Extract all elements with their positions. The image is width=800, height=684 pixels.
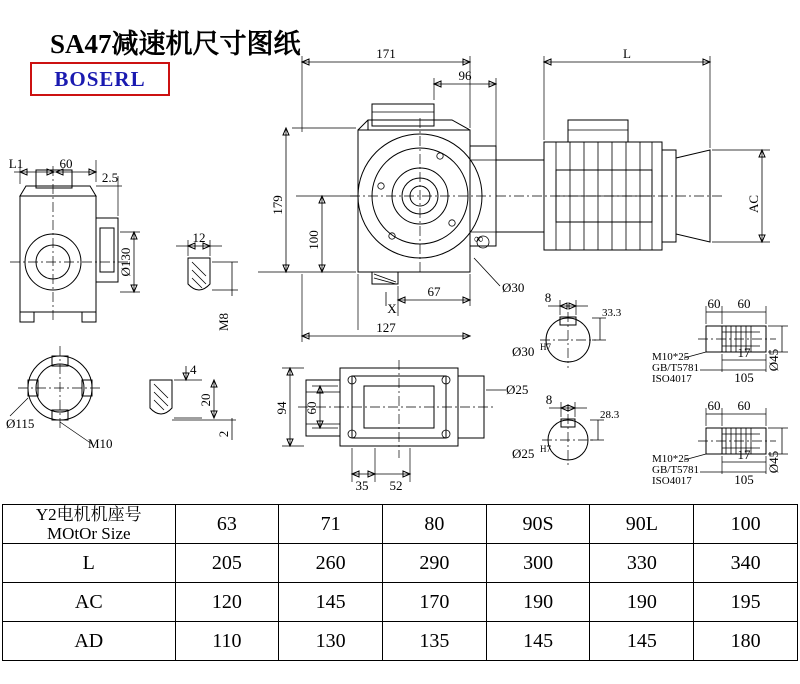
svg-text:X: X xyxy=(387,301,397,316)
table-cell: 290 xyxy=(383,544,487,583)
table-cell: 145 xyxy=(590,622,694,661)
key-detail-lower xyxy=(150,362,236,440)
svg-text:94: 94 xyxy=(274,401,289,415)
svg-text:ISO4017: ISO4017 xyxy=(652,475,692,487)
table-cell: 300 xyxy=(486,544,590,583)
table-row xyxy=(3,622,798,661)
svg-text:L: L xyxy=(623,46,631,61)
table-cell: 170 xyxy=(383,583,487,622)
table-row-label: L xyxy=(3,544,176,583)
table-cell: 130 xyxy=(279,622,383,661)
svg-text:60: 60 xyxy=(59,156,73,171)
left-view-section xyxy=(9,156,140,322)
svg-text:M10*25: M10*25 xyxy=(652,453,690,465)
svg-text:4: 4 xyxy=(190,362,197,377)
table-header-label-en: MOtOr Size xyxy=(46,524,131,543)
svg-text:105: 105 xyxy=(734,472,754,487)
svg-text:60: 60 xyxy=(304,401,319,415)
svg-text:171: 171 xyxy=(376,46,396,61)
svg-text:GB/T5781: GB/T5781 xyxy=(652,362,700,374)
table-cell: 340 xyxy=(694,544,798,583)
table-cell: 195 xyxy=(694,583,798,622)
svg-text:8: 8 xyxy=(545,392,553,407)
page-title: SA47减速机尺寸图纸 xyxy=(50,29,301,59)
svg-text:33.3: 33.3 xyxy=(602,307,622,319)
table-cell: 205 xyxy=(175,544,279,583)
svg-text:52: 52 xyxy=(389,478,403,493)
svg-text:Ø45: Ø45 xyxy=(766,450,781,474)
svg-text:105: 105 xyxy=(734,370,754,385)
svg-text:12: 12 xyxy=(192,230,206,245)
table-cell: 145 xyxy=(279,583,383,622)
svg-text:60: 60 xyxy=(707,296,721,311)
table-cell: 110 xyxy=(175,622,279,661)
table-header-label xyxy=(3,505,176,544)
svg-text:100: 100 xyxy=(306,230,321,250)
svg-text:M10: M10 xyxy=(88,436,113,451)
svg-text:GB/T5781: GB/T5781 xyxy=(652,464,700,476)
svg-text:28.3: 28.3 xyxy=(600,409,620,421)
svg-text:M10*25: M10*25 xyxy=(652,351,690,363)
table-cell: 330 xyxy=(590,544,694,583)
svg-text:Ø45: Ø45 xyxy=(766,348,781,372)
shaft-detail-25 xyxy=(512,392,620,466)
svg-text:17: 17 xyxy=(737,447,751,462)
svg-text:127: 127 xyxy=(376,320,396,335)
svg-text:Ø30: Ø30 xyxy=(502,280,525,295)
svg-text:2: 2 xyxy=(216,430,231,438)
table-row xyxy=(3,583,798,622)
bottom-plan-view xyxy=(274,360,528,493)
svg-text:Ø30: Ø30 xyxy=(512,344,535,359)
svg-text:H7: H7 xyxy=(540,342,551,352)
brand-logo-text: BOSERL xyxy=(54,66,146,91)
svg-text:60: 60 xyxy=(707,398,721,413)
shaft-detail-30 xyxy=(512,290,622,368)
table-cell: 135 xyxy=(383,622,487,661)
svg-text:60: 60 xyxy=(737,296,751,311)
table-col-header: 100 xyxy=(694,505,798,544)
svg-text:8: 8 xyxy=(544,290,552,305)
table-cell: 180 xyxy=(694,622,798,661)
table-col-header: 80 xyxy=(383,505,487,544)
svg-text:M8: M8 xyxy=(216,312,231,332)
table-col-header: 63 xyxy=(175,505,279,544)
table-col-header: 90L xyxy=(590,505,694,544)
bolt-detail-upper xyxy=(652,296,788,385)
table-cell: 190 xyxy=(486,583,590,622)
svg-text:35: 35 xyxy=(355,478,369,493)
table-col-header: 71 xyxy=(279,505,383,544)
table-cell: 190 xyxy=(590,583,694,622)
svg-text:60: 60 xyxy=(737,398,751,413)
spec-table xyxy=(2,504,798,661)
svg-text:Ø25: Ø25 xyxy=(506,382,529,397)
svg-text:2.5: 2.5 xyxy=(101,170,119,185)
svg-text:ISO4017: ISO4017 xyxy=(652,373,692,385)
svg-text:∞: ∞ xyxy=(474,231,484,246)
flange-view xyxy=(6,346,113,451)
svg-text:Ø25: Ø25 xyxy=(512,446,535,461)
table-cell: 120 xyxy=(175,583,279,622)
svg-text:96: 96 xyxy=(458,68,472,83)
main-view-dimensions xyxy=(258,46,770,342)
svg-text:Ø130: Ø130 xyxy=(118,247,133,277)
table-cell: 260 xyxy=(279,544,383,583)
table-row-label: AD xyxy=(3,622,176,661)
table-row-header xyxy=(3,505,798,544)
svg-text:H7: H7 xyxy=(540,444,551,454)
key-detail-upper xyxy=(176,230,238,331)
table-col-header: 90S xyxy=(486,505,590,544)
svg-text:L1: L1 xyxy=(8,156,24,171)
main-view-gearbox xyxy=(350,104,496,284)
svg-text:179: 179 xyxy=(270,195,285,215)
table-header-label-cn: Y2电机机座号 xyxy=(35,505,142,524)
table-row xyxy=(3,544,798,583)
svg-text:20: 20 xyxy=(198,393,213,407)
bolt-detail-lower xyxy=(652,398,788,487)
svg-text:AC: AC xyxy=(746,194,761,214)
svg-text:Ø115: Ø115 xyxy=(6,416,35,431)
svg-text:67: 67 xyxy=(427,284,441,299)
table-cell: 145 xyxy=(486,622,590,661)
main-view-motor xyxy=(496,120,722,250)
table-row-label: AC xyxy=(3,583,176,622)
svg-text:17: 17 xyxy=(737,345,751,360)
